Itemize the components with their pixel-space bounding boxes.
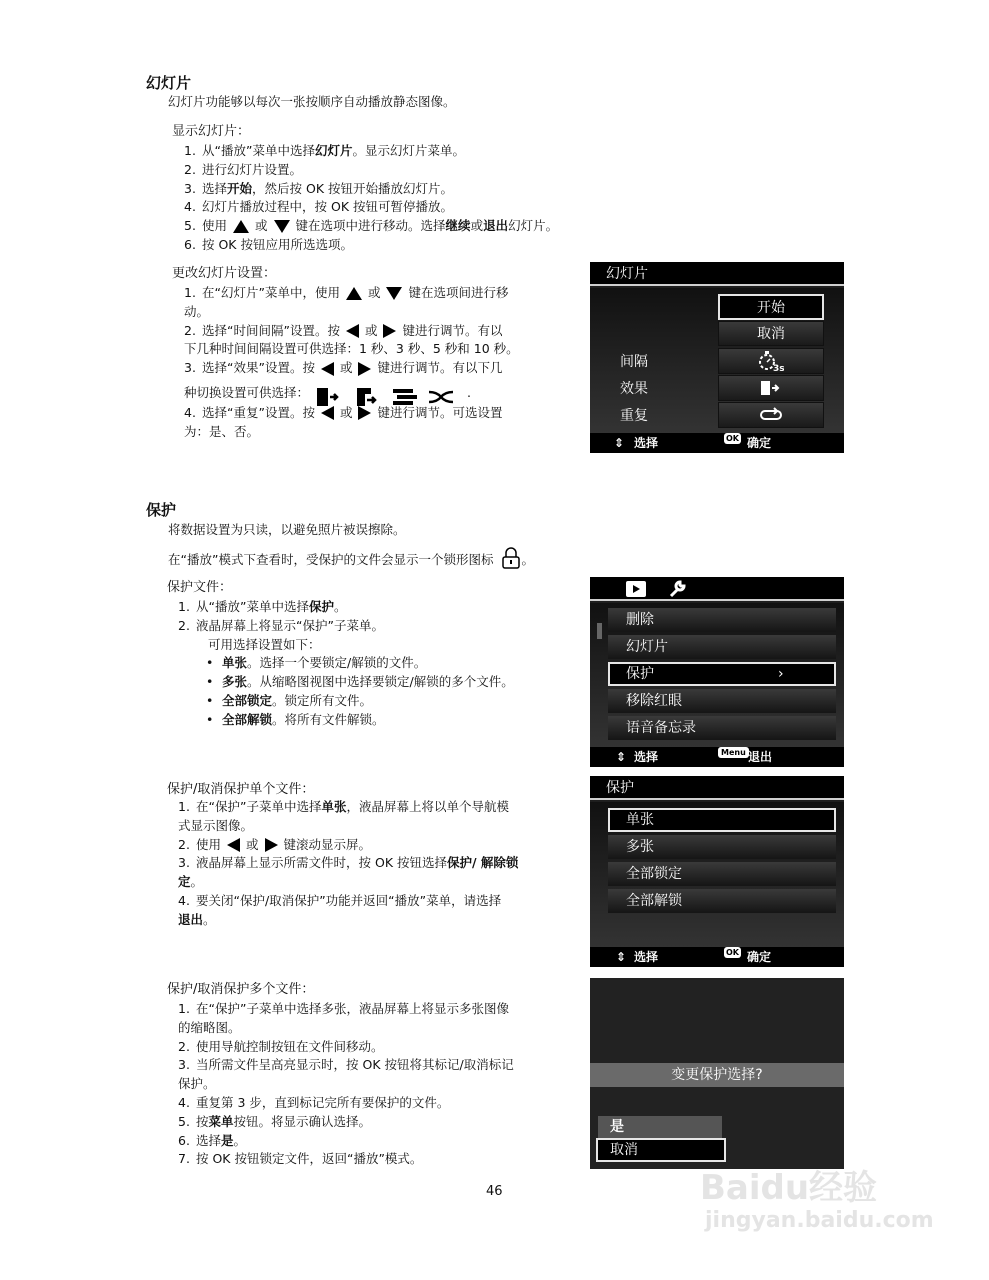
page-number: 46 [486, 1184, 503, 1199]
timer-icon [758, 350, 784, 372]
menu-badge-icon: Menu [718, 747, 749, 758]
protect-files-title: 保护文件： [167, 580, 233, 595]
updown-icon: ⇕ [614, 436, 625, 450]
step: 1. 从“播放”菜单中选择幻灯片。显示幻灯片菜单。 [184, 143, 465, 158]
chevron-right-icon: › [778, 666, 784, 682]
repeat-option[interactable] [718, 402, 824, 428]
play-tab-icon [626, 581, 646, 597]
menu-item-lock-all[interactable]: 全部锁定 [608, 862, 836, 886]
menu-item-unlock-all[interactable]: 全部解锁 [608, 889, 836, 913]
watermark-brand: Baidu经验 [700, 1168, 878, 1208]
protect-menu-screen: 保护 单张 多张 全部锁定 全部解锁 ⇕ 选择 OK 确定 [590, 776, 844, 967]
start-option[interactable]: 开始 [718, 294, 824, 320]
confirm-screen [590, 978, 844, 1169]
updown-icon: ⇕ [616, 750, 627, 764]
right-arrow-icon [265, 838, 278, 852]
protect-files-steps: 1. 从“播放”菜单中选择保护。 2. 液晶屏幕上将显示“保护”子菜单。 可用选择设置如下： • 单张。选择一个要锁定/解锁的文件。 • 多张。从缩略图视图中选择要锁定/解锁的多个文件。 • 全部锁定。锁定所有文件。 • 全部解锁。将所有文件解锁。 [178, 599, 514, 727]
scrollbar[interactable] [597, 623, 602, 639]
interval-option[interactable] [718, 348, 824, 374]
right-arrow-icon [358, 406, 371, 420]
up-arrow-icon [233, 220, 249, 233]
protect-multi-title: 保护/取消保护多个文件： [167, 982, 315, 997]
menu-item-protect[interactable]: 保护 › [608, 662, 836, 686]
left-arrow-icon [346, 324, 359, 338]
step: 6. 按 OK 按钮应用所选选项。 [184, 236, 353, 252]
screen-footer: ⇕ 选择 OK 确定 [590, 433, 844, 453]
left-arrow-icon [227, 838, 240, 852]
protect-intro-2: 在“播放”模式下查看时，受保护的文件会显示一个锁形图标 。 [168, 547, 534, 569]
updown-icon: ⇕ [616, 950, 627, 964]
protect-intro-1: 将数据设置为只读，以避免照片被误擦除。 [168, 522, 406, 537]
effect-option[interactable] [718, 375, 824, 401]
left-arrow-icon [321, 406, 334, 420]
svg-text:3s: 3s [773, 364, 784, 372]
confirm-question: 变更保护选择? [590, 1063, 844, 1087]
slideshow-intro: 幻灯片功能够以每次一张按顺序自动播放静态图像。 [168, 94, 456, 109]
yes-option[interactable]: 是 [598, 1116, 722, 1138]
ok-badge-icon: OK [726, 434, 739, 443]
interval-label: 间隔 [620, 354, 648, 370]
protect-single-title: 保护/取消保护单个文件： [167, 782, 315, 797]
watermark-url: jingyan.baidu.com [705, 1208, 934, 1233]
step: 2. 进行幻灯片设置。 [184, 161, 303, 177]
menu-item-voice-memo[interactable]: 语音备忘录 [608, 716, 836, 740]
menu-item-multi[interactable]: 多张 [608, 835, 836, 859]
wrench-icon [668, 580, 686, 598]
cancel-option[interactable]: 取消 [596, 1138, 726, 1162]
menu-item-slideshow[interactable]: 幻灯片 [608, 635, 836, 659]
repeat-icon [760, 406, 782, 424]
step: 4. 幻灯片播放过程中，按 OK 按钮可暂停播放。 [184, 199, 453, 215]
lock-icon [501, 547, 521, 569]
right-arrow-icon [383, 324, 396, 338]
change-slideshow-title: 更改幻灯片设置： [172, 266, 277, 281]
playback-menu-screen: 删除 幻灯片 保护 › 移除红眼 语音备忘录 ⇕ 选择 Menu 退出 [590, 577, 844, 767]
step: 5. 使用 或 键在选项中进行移动。选择继续或退出幻灯片。 [184, 218, 559, 234]
change-slideshow-steps: 1. 在“幻灯片”菜单中，使用 或 键在选项间进行移 动。 2. 选择“时间间隔”设置。按 或 键进行调节。有以 下几种时间间隔设置可供选择：1 秒、3 秒、5 秒和 10 秒。 3. 选择“效果”设置。按 或 键进行调节。有以下几 种切换设置可供选择： . 4. 选择“重复”设置。按 或 键进行调节。可选设置 为：是、否。 [184, 285, 519, 439]
screen-title: 幻灯片 [590, 262, 844, 286]
right-arrow-icon [358, 362, 371, 376]
protect-multi-steps: 1. 在“保护”子菜单中选择多张，液晶屏幕上将显示多张图像 的缩略图。 2. 使用导航控制按钮在文件间移动。 3. 当所需文件呈高亮显示时，按 OK 按钮将其标记/取消标记 保护。 4. 重复第 3 步，直到标记完所有要保护的文件。 5. 按菜单按钮。将显示确认选择。 6. 选择是。 7. 按 OK 按钮锁定文件，返回“播放”模式。 [178, 1001, 514, 1167]
show-slideshow-title: 显示幻灯片： [172, 124, 251, 139]
show-slideshow-steps [184, 142, 558, 255]
repeat-label: 重复 [620, 408, 648, 424]
ok-badge-icon: OK [726, 948, 739, 957]
protect-single-steps: 1. 在“保护”子菜单中选择单张，液晶屏幕上将以单个导航模 式显示图像。 2. 使用 或 键滚动显示屏。 3. 液晶屏幕上显示所需文件时，按 OK 按钮选择保护/ 解除锁 定。 4. 要关闭“保护/取消保护”功能并返回“播放”菜单，请选择 退出。 [178, 799, 519, 927]
up-arrow-icon [346, 287, 362, 300]
section-heading-slideshow: 幻灯片 [146, 74, 192, 92]
section-heading-protect: 保护 [146, 501, 177, 519]
down-arrow-icon [274, 220, 290, 233]
menu-item-delete[interactable]: 删除 [608, 608, 836, 632]
wipe-effect-icon [759, 379, 783, 397]
menu-item-redeye[interactable]: 移除红眼 [608, 689, 836, 713]
slideshow-screen [590, 262, 844, 453]
step: 3. 选择开始，然后按 OK 按钮开始播放幻灯片。 [184, 180, 454, 196]
effect-label: 效果 [620, 381, 648, 397]
cancel-option[interactable]: 取消 [718, 321, 824, 346]
left-arrow-icon [321, 362, 334, 376]
down-arrow-icon [386, 287, 402, 300]
menu-item-single[interactable]: 单张 [608, 808, 836, 832]
